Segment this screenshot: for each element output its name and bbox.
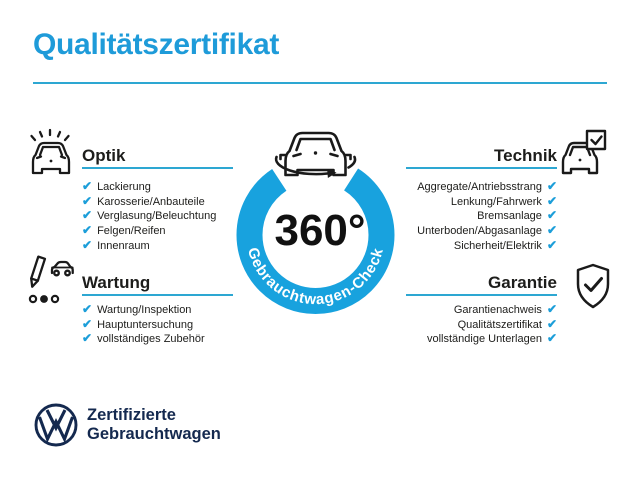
checklist-item <box>82 332 205 347</box>
brand-line1: Zertifizierte <box>87 406 176 424</box>
check-icon: ✔ <box>82 302 93 317</box>
ring-label: Gebrauchtwagen-Check <box>243 245 388 309</box>
page-title: Qualitätszertifikat <box>33 28 280 61</box>
checklist-item-label: Garantienachweis <box>453 304 542 317</box>
shining-car-icon <box>26 127 76 179</box>
check-icon: ✔ <box>546 316 557 331</box>
checklist-item-label: Wartung/Inspektion <box>97 304 192 317</box>
title-rule <box>33 82 607 84</box>
section-underline-optik <box>82 167 233 169</box>
section-heading-optik: Optik <box>82 146 126 165</box>
checklist-item-label: vollständiges Zubehör <box>97 333 205 346</box>
checklist-item <box>82 195 216 210</box>
check-icon: ✔ <box>546 208 557 223</box>
check-icon: ✔ <box>546 179 557 194</box>
checklist-item <box>82 303 205 318</box>
check-icon: ✔ <box>82 237 93 252</box>
checklist-item <box>458 318 557 333</box>
checklist-item-label: Qualitätszertifikat <box>457 318 542 331</box>
checklist-item-label: Aggregate/Antriebsstrang <box>417 181 542 194</box>
checklist-wartung <box>82 303 205 347</box>
checklist-item-label: Bremsanlage <box>477 210 542 223</box>
checklist-item-label: Unterboden/Abgasanlage <box>417 225 542 238</box>
checklist-item-label: Felgen/Reifen <box>97 225 166 238</box>
vw-logo <box>33 402 79 448</box>
checklist-item <box>82 224 216 239</box>
checklist-optik <box>82 180 216 253</box>
brand-block <box>33 402 221 448</box>
checklist-item <box>477 209 557 224</box>
checklist-item <box>417 180 557 195</box>
shield-check-icon <box>573 262 613 310</box>
section-underline-wartung <box>82 294 233 296</box>
car-360-rotation-icon <box>226 114 406 318</box>
section-heading-technik: Technik <box>494 146 557 165</box>
check-icon: ✔ <box>82 193 93 208</box>
checklist-item-label: Karosserie/Anbauteile <box>97 195 205 208</box>
section-heading-garantie: Garantie <box>488 273 557 292</box>
checklist-item-label: Lackierung <box>97 181 151 194</box>
checklist-item <box>82 238 216 253</box>
checklist-item-label: Innenraum <box>97 239 150 252</box>
checklist-item <box>451 195 557 210</box>
checklist-item <box>82 209 216 224</box>
section-underline-garantie <box>406 294 557 296</box>
checklist-item <box>82 318 205 333</box>
brand-text <box>87 406 221 444</box>
brand-line2: Gebrauchtwagen <box>87 425 221 443</box>
service-pencil-car-icon <box>23 254 75 308</box>
checklist-item-label: Lenkung/Fahrwerk <box>450 195 542 208</box>
check-icon: ✔ <box>82 179 93 194</box>
checklist-item-label: Hauptuntersuchung <box>97 318 194 331</box>
check-icon: ✔ <box>546 193 557 208</box>
check-icon: ✔ <box>82 331 93 346</box>
check-icon: ✔ <box>546 331 557 346</box>
checklist-technik <box>417 180 557 253</box>
checklist-item <box>82 180 216 195</box>
check-icon: ✔ <box>82 223 93 238</box>
check-icon: ✔ <box>82 208 93 223</box>
checklist-item <box>454 303 557 318</box>
checklist-item <box>454 238 557 253</box>
check-icon: ✔ <box>82 316 93 331</box>
check-icon: ✔ <box>546 223 557 238</box>
check-icon: ✔ <box>546 237 557 252</box>
checklist-item <box>427 332 557 347</box>
checklist-item <box>417 224 557 239</box>
checklist-item-label: Sicherheit/Elektrik <box>453 239 542 252</box>
section-heading-wartung: Wartung <box>82 273 151 292</box>
degree-label: 360° <box>274 206 366 255</box>
checklist-item-label: vollständige Unterlagen <box>426 333 542 346</box>
section-underline-technik <box>406 167 557 169</box>
car-checkbox-icon <box>559 129 609 177</box>
checklist-garantie <box>427 303 557 347</box>
checklist-item-label: Verglasung/Beleuchtung <box>97 210 217 223</box>
check-icon: ✔ <box>546 302 557 317</box>
